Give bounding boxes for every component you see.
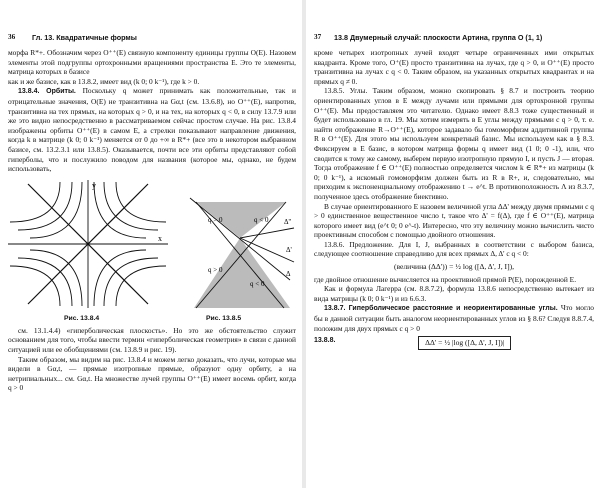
paragraph: см. 13.1.4.4) «гиперболическая плоскость». Но это же обстоятельство служит основанием для того, чтобы ввести термин «гиперболическая геометрия» в связи с данной ситуацией или ее обобщениями (см. 13.8.9 и рис. 19).	[8, 325, 296, 354]
page-number: 36	[8, 33, 16, 41]
orbit-curve	[18, 258, 72, 306]
paragraph: где двойное отношение вычисляется на проективной прямой P(E), порожденной E.	[314, 274, 577, 284]
section-title: 13.8.7. Гиперболическое расстояние и неориентированные углы.	[324, 305, 558, 313]
paragraph: кроме четырех изотропных лучей входят четыре ограниченных ими открытых квадранта. Кроме того, O⁺(E) просто транзитивна на лучах, где q > 0, и O⁺⁺(E) просто транзитивна на лучах с q < 0. Таким образом, на указанных открытых квадрантах и на прямых q ≠ 0.	[314, 48, 594, 86]
paragraph: морфа R*+. Обозначим через O⁺⁺(E) связную компоненту единицы группы O(E). Назовем элементы этой подгруппы ортохронными вращениями пространства E. Это те элементы, матрица которых в базисе	[8, 48, 296, 77]
formula: (величина (ΔΔ')) = ½ log ([Δ, Δ', J, I]),	[393, 262, 515, 272]
section-title: 13.8.4. Орбиты.	[18, 88, 76, 96]
region-label: q < 0	[250, 279, 265, 288]
paragraph: 13.8.5. Углы. Таким образом, можно скопировать § 8.7 и построить теорию ориентированных углов в E между лучами или прямыми для ортохронной группы O⁺⁺(E). Мы предоставляем это читателю. Однако имеет 8.8.3 тоже существенный и будет использовано в гл. 19. Мы хотим измерять в E углы между прямыми с q > 0, т. е. найти отображение R→O⁺⁺(E), которое задавало бы гомоморфизм аддитивной группы R в O⁺⁺(E). Для этого мы используем конкретный базис. Мы используем как в § 8.3. Фиксируем в E базис, в котором матрица формы q имеет вид (1 0; 0 -1), или, что сводится к тому же самому, выберем первую изотропную прямую I, и пусть J — вторая. Тогда отображение f ∈ O⁺⁺(E) полностью определяется числом k ∈ R*+ из матрицы (k 0; 0 k⁻¹), а искомый гомоморфизм должен быть из R в R+, и, следовательно, мы приходим к экспоненциальному отображению t → e^t. В противоположность Λ из 8.3.7, полученное здесь отображение биективно.	[314, 86, 594, 201]
right-page-body	[314, 48, 594, 353]
paragraph: Таким образом, мы видим на рис. 13.8.4 и можем легко доказать, что лучи, которые мы видели в Gα,t, — прямые изотропные прямые, образуют одну орбиту, а на нетрипиальных... см. Gα,t. На множестве лучей группы O⁺⁺(E) имеет восемь орбит, когда q > 0	[8, 354, 296, 393]
left-running-header	[8, 33, 294, 45]
orbit-curve	[104, 182, 158, 230]
orbit-curve	[116, 182, 166, 222]
boxed-formula-row	[314, 336, 594, 350]
orbit-curve	[10, 266, 60, 306]
figure-caption: Рис. 13.8.4	[64, 314, 100, 322]
hyperbola-figure	[8, 180, 168, 308]
page-number: 37	[314, 33, 322, 41]
figure-caption: Рис. 13.8.5	[206, 314, 242, 322]
orbit-curve	[116, 266, 166, 306]
region-label: q > 0	[208, 215, 223, 224]
running-head: 13.8 Двумерный случай: плоскости Артина, группа O (1, 1)	[334, 33, 543, 42]
paragraph: 13.8.6. Предложение. Для I, J, выбранных в соответствии с выбором базиса, следующее соотношение справедливо для всех прямых Δ, Δ' с q < 0:	[314, 239, 594, 259]
figures-area	[8, 178, 296, 324]
boxed-formula: ΔΔ' = ½ |log ([Δ, Δ', J, I])|	[418, 336, 511, 350]
running-head: Гл. 13. Квадратичные формы	[32, 33, 137, 42]
line-label: Δ'	[286, 245, 292, 254]
figures-svg	[8, 178, 296, 312]
orbit-curve	[104, 258, 158, 306]
region-label: q < 0	[254, 215, 269, 224]
line-label: Δ	[286, 269, 291, 278]
right-running-header	[314, 33, 592, 45]
right-page	[306, 0, 600, 488]
paragraph: как и же базисе, как в 13.8.2, имеет вид (k 0; 0 k⁻¹), где k > 0.	[8, 76, 200, 86]
section-paragraph	[8, 86, 296, 173]
section-text: Что могло бы в данной ситуации быть аналогом неориентированных углов из § 8.6? Следуя 8.8.7.4, положим для двух прямых с q > 0	[314, 303, 594, 333]
formula-label: 13.8.8.	[314, 337, 336, 345]
paragraph: В случае ориентированного E назовем величиной угла ΔΔ' между двумя прямыми с q > 0 единственное вещественное число t, такое что Δ' = f(Δ), где f ∈ O⁺⁺(E), матрица которого имеет вид (e^t 0; 0 e^-t). Интересно, что эту величину можно вычислить чисто проективным способом с помощью двойного отношения.	[314, 201, 594, 240]
line-label: Δ''	[284, 217, 292, 226]
section-text: Поскольку q может принимать как положительные, так и отрицательные значения, O(E) не транзитивна на Gα,t (см. 13.6.8), но O⁺⁺(E), напротив, транзитивна на тех прямых, на которых q > 0, и на тех, на которых q < 0, в силу 13.7.9 или же это видно непосредственно в рассматриваемом сейчас простом случае. На рис. 13.8.4 изображены орбиты O⁺⁺(E) в самом E, а стрелки показывают направление движения, когда k в матрице (k 0; 0 k⁻¹) меняется от 0 до +∞ в R*+ (все это в некотором выбранном базисе, см. 13.2.3.1 или 13.8.5). Оказывается, почти все эти орбиты представляют собой гиперболы, что и послужило поводом для названия (которое мы, однако, не будем использовать,	[8, 86, 296, 174]
orbit-curve	[10, 182, 60, 222]
y-label: y	[92, 180, 96, 190]
x-label: x	[158, 233, 162, 243]
orbit-curve	[18, 182, 72, 230]
left-page-body	[8, 48, 296, 393]
regions-figure	[190, 198, 294, 308]
section-paragraph	[314, 303, 594, 333]
region-label: q > 0	[208, 265, 223, 274]
paragraph: Как и формула Лагерра (см. 8.8.7.2), формула 13.8.6 непосредственно вытекает из вида матрицы (k 0; 0 k⁻¹) и из 6.6.3.	[314, 284, 594, 303]
